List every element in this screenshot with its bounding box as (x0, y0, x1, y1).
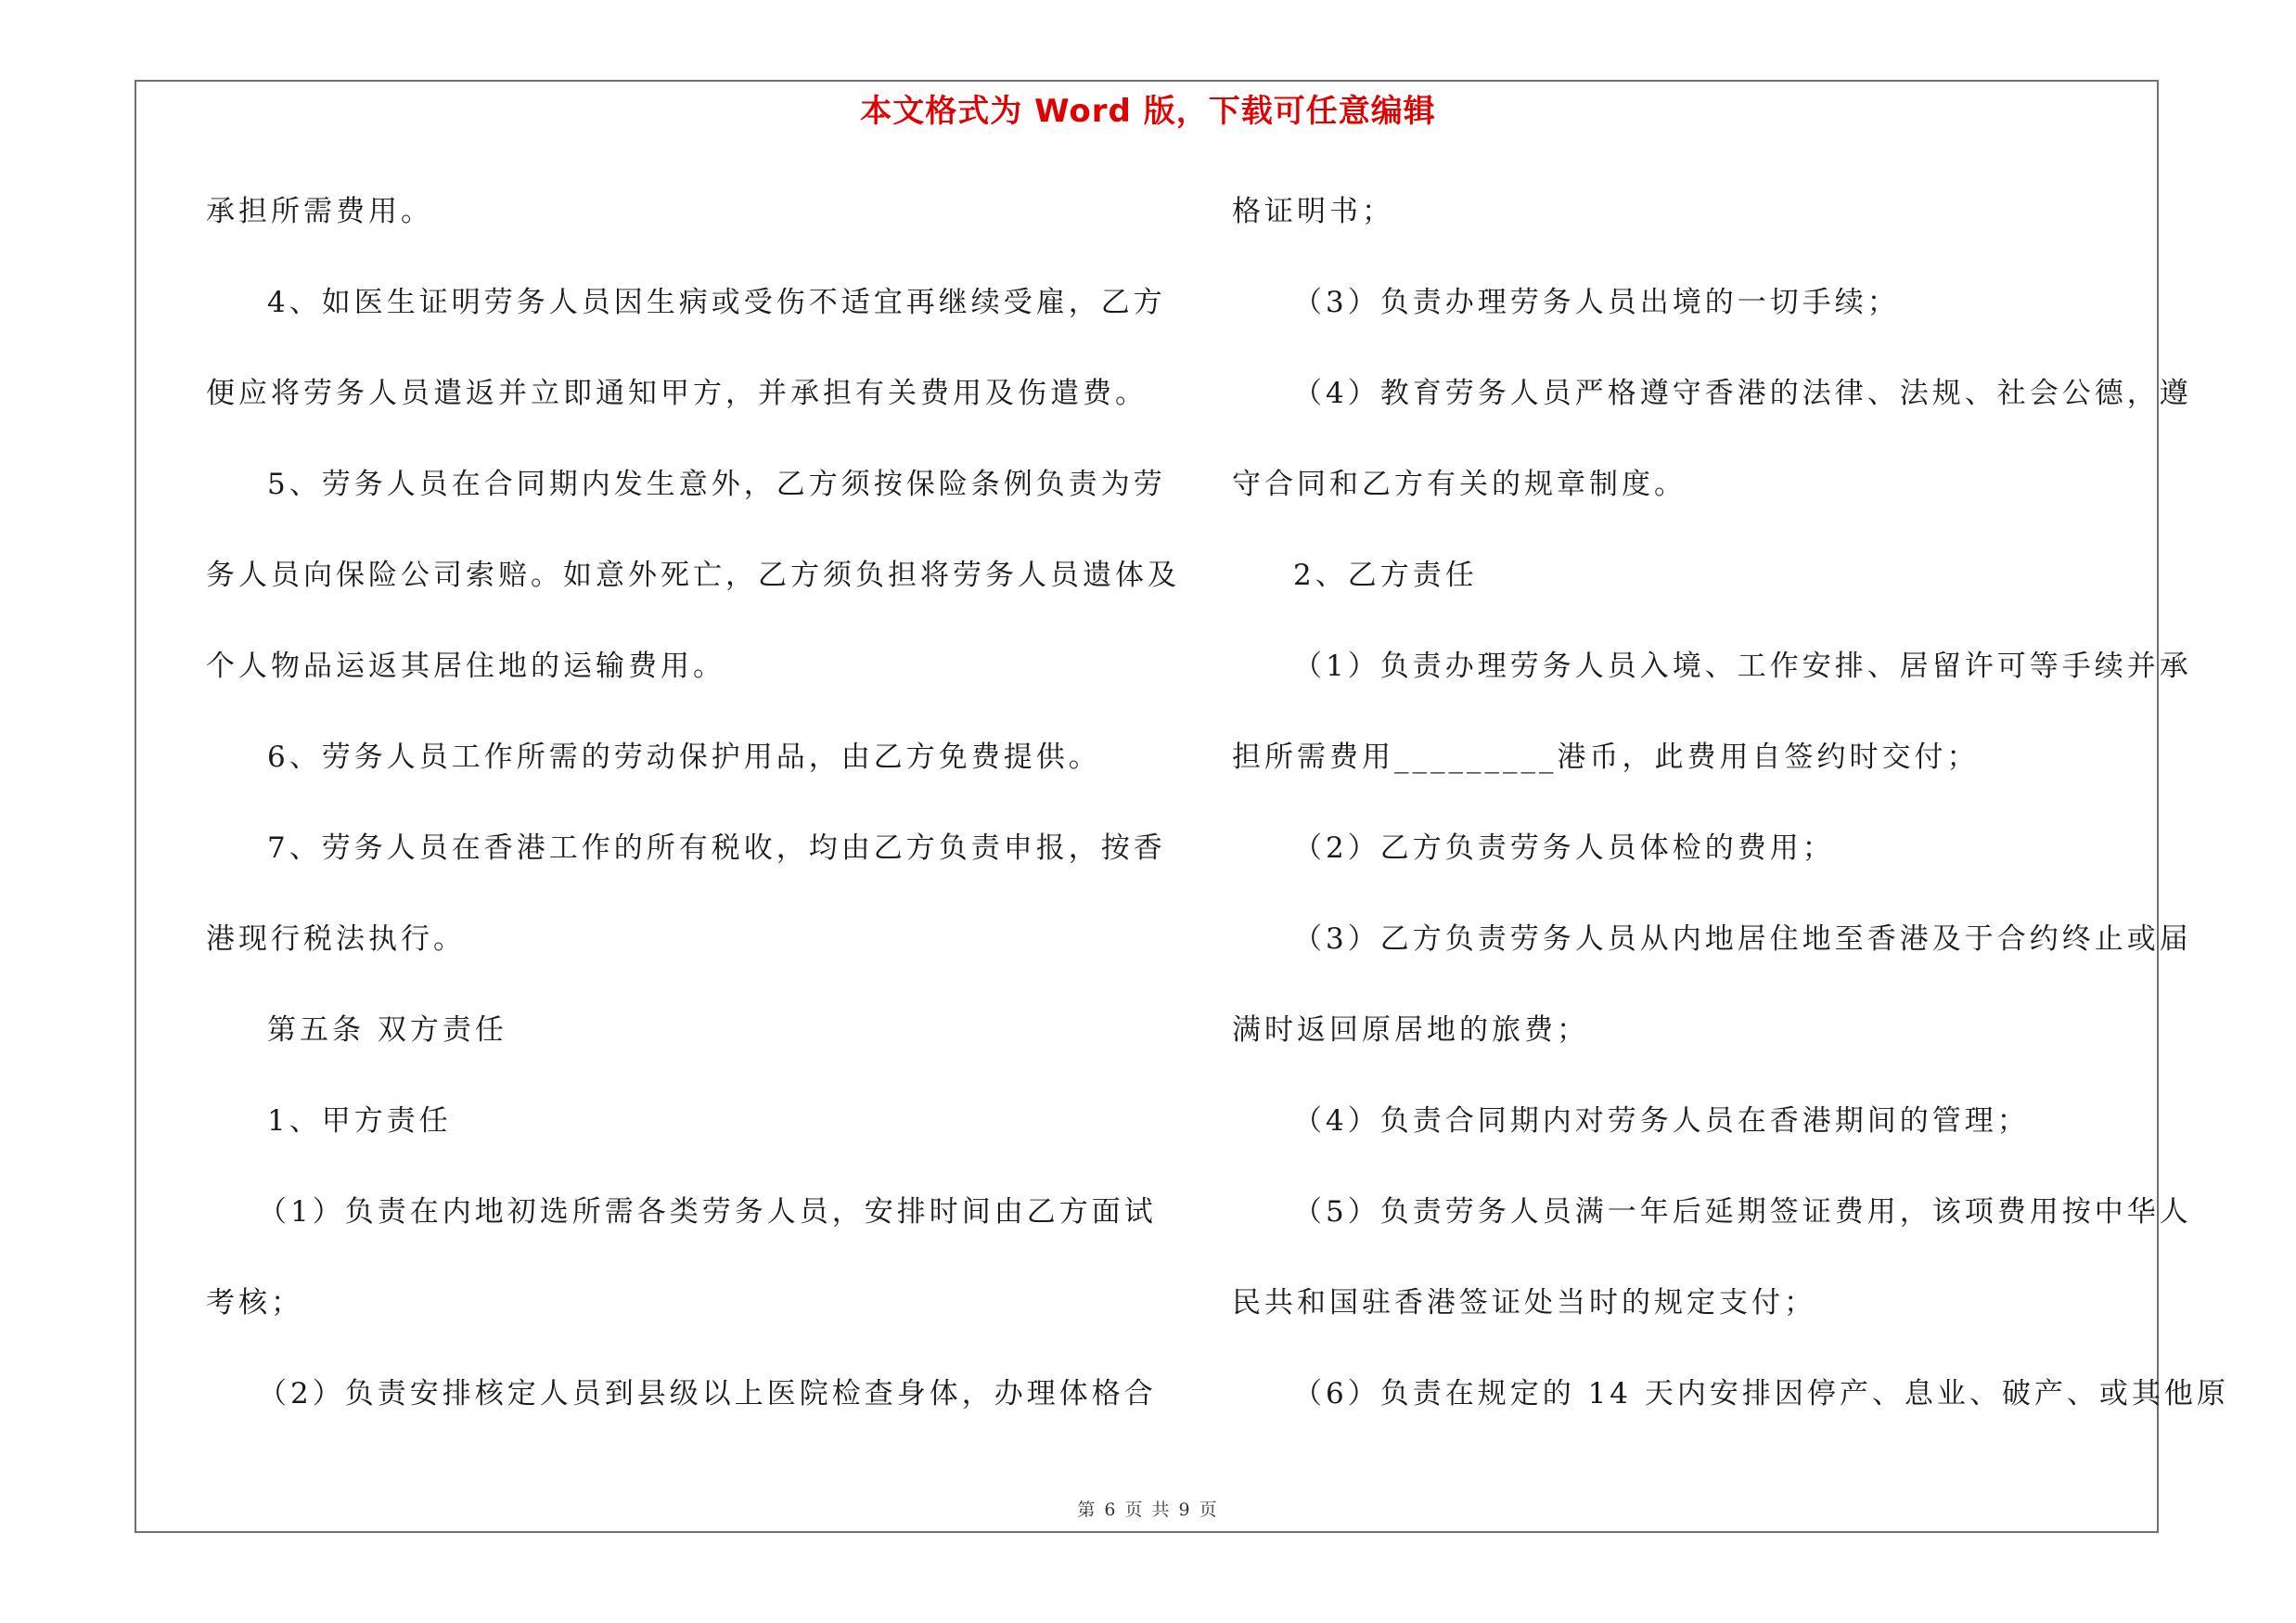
text-line: 担所需费用_________港币，此费用自签约时交付； (1232, 741, 1980, 774)
text-line: 考核； (206, 1286, 303, 1320)
subsection-heading: 2、乙方责任 (1293, 559, 1478, 592)
left-text-column (206, 188, 1180, 1462)
word-format-banner: 本文格式为 Word 版，下载可任意编辑 (860, 93, 1436, 130)
text-line: （5）负责劳务人员满一年后延期签证费用，该项费用按中华人 (1293, 1195, 2192, 1229)
text-line: 承担所需费用。 (206, 195, 433, 228)
text-line: （1）负责在内地初选所需各类劳务人员，安排时间由乙方面试 (258, 1195, 1157, 1229)
text-line: （4）负责合同期内对劳务人员在香港期间的管理； (1293, 1104, 2030, 1138)
text-line: （6）负责在规定的 14 天内安排因停产、息业、破产、或其他原 (1293, 1377, 2229, 1410)
text-line: 便应将劳务人员遣返并立即通知甲方，并承担有关费用及伤遣费。 (206, 377, 1148, 410)
text-line: 务人员向保险公司索赔。如意外死亡，乙方须负担将劳务人员遗体及 (206, 559, 1180, 592)
subsection-heading: 1、甲方责任 (267, 1104, 452, 1138)
page-number-footer: 第 6 页 共 9 页 (1077, 1500, 1219, 1520)
text-line: （3）负责办理劳务人员出境的一切手续； (1293, 286, 1900, 319)
text-line: （2）负责安排核定人员到县级以上医院检查身体，办理体格合 (258, 1377, 1157, 1410)
text-line: 格证明书； (1232, 195, 1394, 228)
text-line: （3）乙方负责劳务人员从内地居住地至香港及于合约终止或届 (1293, 922, 2192, 956)
text-line: 守合同和乙方有关的规章制度。 (1232, 468, 1687, 501)
text-line: 民共和国驻香港签证处当时的规定支付； (1232, 1286, 1816, 1320)
text-line: 7、劳务人员在香港工作的所有税收，均由乙方负责申报，按香 (267, 831, 1166, 865)
text-line: 港现行税法执行。 (206, 922, 466, 956)
text-line: 5、劳务人员在合同期内发生意外，乙方须按保险条例负责为劳 (267, 468, 1166, 501)
right-text-column (1232, 188, 2229, 1462)
text-line: 6、劳务人员工作所需的劳动保护用品，由乙方免费提供。 (267, 741, 1101, 774)
text-line: （4）教育劳务人员严格遵守香港的法律、法规、社会公德，遵 (1293, 377, 2192, 410)
text-line: 4、如医生证明劳务人员因生病或受伤不适宜再继续受雇，乙方 (267, 286, 1166, 319)
section-heading: 第五条 双方责任 (267, 1013, 507, 1047)
text-line: 满时返回原居地的旅费； (1232, 1013, 1589, 1047)
text-line: （1）负责办理劳务人员入境、工作安排、居留许可等手续并承 (1293, 650, 2192, 683)
text-line: 个人物品运返其居住地的运输费用。 (206, 650, 725, 683)
text-line: （2）乙方负责劳务人员体检的费用； (1293, 831, 1835, 865)
